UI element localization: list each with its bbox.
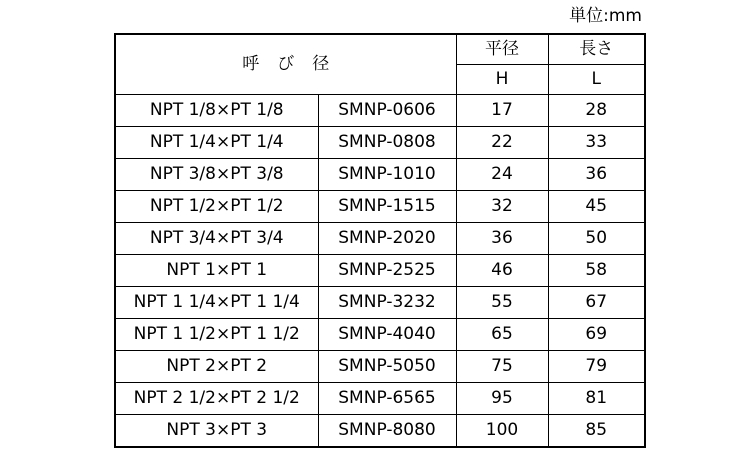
cell-width-h: 17: [456, 95, 548, 127]
header-nominal-size: 呼び径: [115, 34, 456, 95]
cell-nominal-size: NPT 2 1/2×PT 2 1/2: [115, 383, 318, 415]
table-row: [115, 191, 645, 223]
cell-nominal-size: NPT 1/8×PT 1/8: [115, 95, 318, 127]
header-length-symbol: L: [548, 65, 645, 95]
table-row: [115, 127, 645, 159]
cell-part-number: SMNP-2020: [318, 223, 456, 255]
table-row: [115, 95, 645, 127]
cell-width-h: 95: [456, 383, 548, 415]
cell-nominal-size: NPT 1 1/4×PT 1 1/4: [115, 287, 318, 319]
cell-length-l: 81: [548, 383, 645, 415]
table-row: [115, 159, 645, 191]
table-body: [115, 95, 645, 448]
cell-width-h: 75: [456, 351, 548, 383]
cell-part-number: SMNP-5050: [318, 351, 456, 383]
cell-part-number: SMNP-1010: [318, 159, 456, 191]
header-width-label: 平径: [456, 34, 548, 65]
cell-part-number: SMNP-2525: [318, 255, 456, 287]
cell-part-number: SMNP-1515: [318, 191, 456, 223]
cell-length-l: 67: [548, 287, 645, 319]
cell-width-h: 100: [456, 415, 548, 448]
table-header: [115, 34, 645, 95]
cell-width-h: 32: [456, 191, 548, 223]
cell-part-number: SMNP-3232: [318, 287, 456, 319]
cell-length-l: 33: [548, 127, 645, 159]
unit-label: 単位:mm: [569, 6, 642, 26]
table-row: [115, 351, 645, 383]
cell-length-l: 58: [548, 255, 645, 287]
cell-nominal-size: NPT 1/4×PT 1/4: [115, 127, 318, 159]
table-row: [115, 223, 645, 255]
table-row: [115, 255, 645, 287]
cell-part-number: SMNP-0606: [318, 95, 456, 127]
table-row: [115, 319, 645, 351]
cell-nominal-size: NPT 2×PT 2: [115, 351, 318, 383]
table-row: [115, 287, 645, 319]
cell-width-h: 36: [456, 223, 548, 255]
cell-nominal-size: NPT 1/2×PT 1/2: [115, 191, 318, 223]
spec-table: [114, 33, 646, 448]
cell-length-l: 28: [548, 95, 645, 127]
header-width-symbol: H: [456, 65, 548, 95]
cell-length-l: 69: [548, 319, 645, 351]
cell-width-h: 24: [456, 159, 548, 191]
cell-width-h: 55: [456, 287, 548, 319]
cell-nominal-size: NPT 3/4×PT 3/4: [115, 223, 318, 255]
cell-length-l: 50: [548, 223, 645, 255]
cell-part-number: SMNP-6565: [318, 383, 456, 415]
cell-nominal-size: NPT 1×PT 1: [115, 255, 318, 287]
cell-part-number: SMNP-0808: [318, 127, 456, 159]
table-row: [115, 383, 645, 415]
cell-length-l: 85: [548, 415, 645, 448]
cell-length-l: 36: [548, 159, 645, 191]
cell-nominal-size: NPT 3×PT 3: [115, 415, 318, 448]
cell-width-h: 22: [456, 127, 548, 159]
cell-width-h: 65: [456, 319, 548, 351]
cell-nominal-size: NPT 1 1/2×PT 1 1/2: [115, 319, 318, 351]
cell-nominal-size: NPT 3/8×PT 3/8: [115, 159, 318, 191]
cell-width-h: 46: [456, 255, 548, 287]
cell-length-l: 79: [548, 351, 645, 383]
header-length-label: 長さ: [548, 34, 645, 65]
cell-part-number: SMNP-4040: [318, 319, 456, 351]
cell-part-number: SMNP-8080: [318, 415, 456, 448]
cell-length-l: 45: [548, 191, 645, 223]
header-row-top: [115, 34, 645, 65]
table-row: [115, 415, 645, 448]
